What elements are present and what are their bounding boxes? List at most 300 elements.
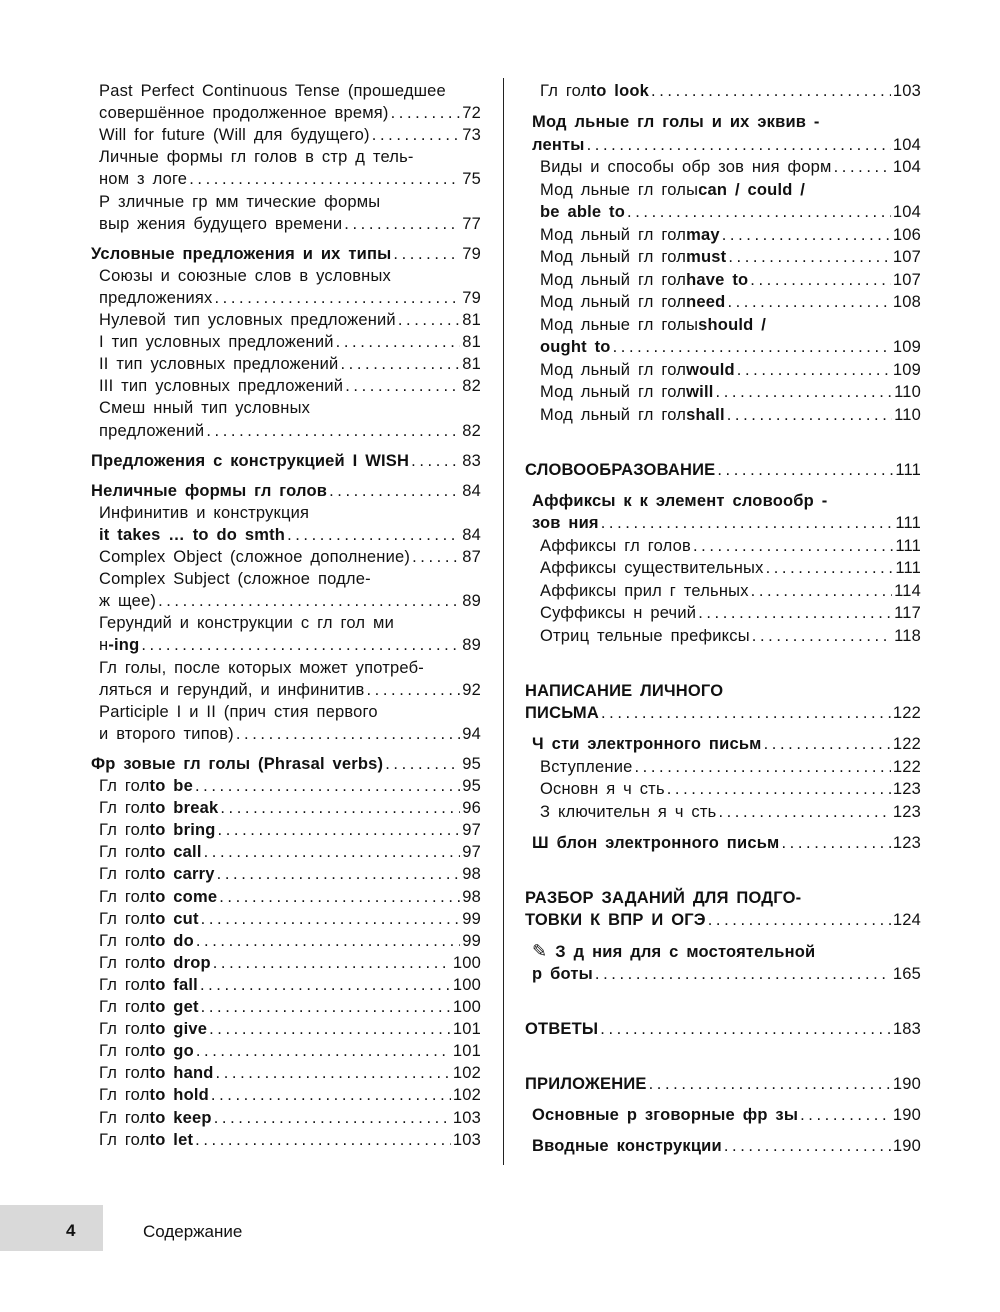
dot-leader <box>393 243 460 265</box>
entry-title: Мод льный гл гол <box>540 248 687 266</box>
entry-title: З ключительн я ч сть <box>540 802 717 821</box>
entry-page-number: 98 <box>462 865 481 884</box>
entry-title: Мод льный гл гол <box>540 405 687 424</box>
toc-entry[interactable] <box>525 801 921 823</box>
toc-entry[interactable] <box>525 179 921 201</box>
entry-page-number: 81 <box>462 333 481 352</box>
toc-entry[interactable] <box>91 886 481 908</box>
toc-heading[interactable] <box>525 1073 921 1095</box>
toc-entry[interactable] <box>91 375 481 397</box>
entry-page-number: 99 <box>462 931 481 950</box>
dot-leader <box>340 353 460 375</box>
dot-leader <box>209 1018 451 1040</box>
entry-title: Ч сти электронного письм <box>532 735 762 753</box>
entry-title: Основн я ч сть <box>540 780 665 798</box>
entry-title: НАПИСАНИЕ ЛИЧНОГО <box>525 681 724 700</box>
entry-title: ПРИЛОЖЕНИЕ <box>525 1074 647 1093</box>
entry-title: Гл гол <box>99 865 150 884</box>
entry-title: РАЗБОР ЗАДАНИЙ ДЛЯ ПОДГО- <box>525 888 802 907</box>
toc-entry[interactable] <box>91 1062 481 1084</box>
dot-leader <box>215 287 461 309</box>
dot-leader <box>412 546 460 568</box>
entry-title: н <box>99 636 109 655</box>
toc-entry[interactable] <box>91 952 481 974</box>
entry-title: Гл гол <box>99 998 150 1016</box>
entry-title-bold: ought to <box>540 338 611 356</box>
dot-leader <box>372 124 460 146</box>
entry-page-number: 79 <box>462 244 481 263</box>
entry-page-number: 92 <box>462 680 481 699</box>
entry-page-number: 100 <box>452 975 481 994</box>
toc-heading[interactable] <box>525 1018 921 1040</box>
dot-leader <box>764 733 891 755</box>
entry-title: СЛОВООБРАЗОВАНИЕ <box>525 460 716 479</box>
entry-page-number: 97 <box>462 821 481 840</box>
entry-title-bold: to keep <box>149 1108 212 1127</box>
toc-entry[interactable] <box>525 246 921 268</box>
entry-title: ТОВКИ К ВПР И ОГЭ <box>525 911 706 929</box>
toc-entry[interactable] <box>91 524 481 546</box>
entry-page-number: 109 <box>892 360 921 379</box>
dot-leader <box>635 756 891 778</box>
entry-page-number: 95 <box>462 777 481 795</box>
toc-entry[interactable] <box>91 146 481 168</box>
entry-page-number: 98 <box>462 887 481 906</box>
entry-title: Гл гол <box>99 1020 150 1039</box>
dot-leader <box>216 1062 451 1084</box>
page-number-tab <box>0 1205 103 1251</box>
entry-page-number: 83 <box>462 451 481 470</box>
entry-page-number: 117 <box>894 604 921 622</box>
entry-page-number: 72 <box>462 104 481 123</box>
toc-heading[interactable] <box>525 963 921 985</box>
entry-title: Гл гол <box>99 975 150 994</box>
entry-page-number: 114 <box>894 581 921 600</box>
toc-entry[interactable] <box>525 224 921 246</box>
entry-title-bold: to give <box>149 1020 208 1039</box>
entry-page-number: 122 <box>892 757 921 776</box>
entry-title: Complex Object (сложное дополнение) <box>99 548 411 566</box>
toc-entry[interactable] <box>525 602 921 624</box>
entry-page-number: 95 <box>462 754 481 773</box>
entry-title: Гл гол <box>99 1108 150 1127</box>
entry-title: Мод льные гл голы <box>540 180 699 199</box>
entry-title: II тип условных предложений <box>99 355 339 374</box>
toc-heading[interactable] <box>525 887 921 909</box>
dot-leader <box>601 512 894 534</box>
entry-page-number: 122 <box>892 704 921 722</box>
entry-page-number: 190 <box>892 1105 921 1124</box>
toc-entry[interactable] <box>91 1107 481 1129</box>
entry-page-number: 103 <box>452 1130 481 1149</box>
entry-page-number: 97 <box>462 843 481 862</box>
entry-title: Гл гол <box>99 799 150 818</box>
entry-title: Герундий и конструкции с гл гол ми <box>99 614 394 633</box>
toc-entry[interactable] <box>525 557 921 579</box>
toc-entry[interactable] <box>525 336 921 358</box>
entry-page-number: 79 <box>462 288 481 307</box>
entry-title: Вводные конструкции <box>532 1136 722 1155</box>
dot-leader <box>218 819 461 841</box>
entry-title: Суффиксы н речий <box>540 604 697 622</box>
toc-entry[interactable] <box>525 359 921 381</box>
entry-title: Гл гол <box>99 843 150 862</box>
entry-title-bold: be able to <box>540 203 626 221</box>
entry-page-number: 190 <box>892 1074 921 1093</box>
dot-leader <box>189 168 460 190</box>
dot-leader <box>220 797 460 819</box>
page-number: 4 <box>66 1221 76 1240</box>
toc-entry[interactable] <box>91 102 481 124</box>
entry-page-number: 89 <box>462 592 481 611</box>
dot-leader <box>781 832 890 854</box>
toc-entry[interactable] <box>525 156 921 178</box>
entry-page-number: 183 <box>892 1019 921 1038</box>
entry-page-number: 165 <box>892 964 921 983</box>
entry-title: Гл гол <box>99 1042 150 1061</box>
dot-leader <box>391 102 461 124</box>
toc-entry[interactable] <box>91 634 481 656</box>
entry-title: Гл гол <box>99 1064 150 1083</box>
toc-entry[interactable] <box>525 291 921 313</box>
entry-title: Мод льный гл гол <box>540 270 687 289</box>
toc-heading[interactable] <box>525 680 921 702</box>
entry-page-number: 103 <box>892 82 921 100</box>
dot-leader <box>766 557 894 579</box>
dot-leader <box>219 886 460 908</box>
entry-title: Условные предложения и их типы <box>91 244 392 263</box>
toc-entry[interactable] <box>91 775 481 797</box>
toc-entry[interactable] <box>91 397 481 419</box>
toc-heading[interactable] <box>525 1135 921 1157</box>
entry-title: Нулевой тип условных предложений <box>99 311 396 329</box>
entry-title-bold: to do <box>149 931 194 950</box>
entry-page-number: 124 <box>892 911 921 929</box>
toc-heading[interactable] <box>525 512 921 534</box>
toc-heading[interactable] <box>525 111 921 133</box>
entry-title-bold: would <box>686 360 735 379</box>
toc-entry[interactable] <box>91 80 481 102</box>
dot-leader <box>196 930 460 952</box>
dot-leader <box>287 524 460 546</box>
toc-entry[interactable] <box>525 778 921 800</box>
toc-entry[interactable] <box>91 502 481 524</box>
toc-entry[interactable] <box>91 353 481 375</box>
entry-page-number: 103 <box>452 1108 481 1127</box>
toc-entry[interactable] <box>91 309 481 331</box>
entry-page-number: 118 <box>894 626 921 645</box>
dot-leader <box>200 974 451 996</box>
dot-leader <box>627 201 891 223</box>
dot-leader <box>727 404 892 426</box>
entry-title-bold: need <box>686 293 726 311</box>
entry-page-number: 100 <box>452 998 481 1016</box>
dot-leader <box>724 1135 891 1157</box>
toc-entry[interactable] <box>91 420 481 442</box>
entry-title: совершённое продолженное время) <box>99 104 389 123</box>
toc-entry[interactable] <box>91 679 481 701</box>
dot-leader <box>698 602 892 624</box>
toc-entry[interactable] <box>91 819 481 841</box>
toc-entry[interactable] <box>91 930 481 952</box>
entry-title: Неличные формы гл голов <box>91 481 328 500</box>
entry-page-number: 84 <box>462 525 481 544</box>
entry-title-bold: will <box>686 383 714 401</box>
dot-leader <box>728 246 891 268</box>
toc-entry[interactable] <box>91 841 481 863</box>
entry-page-number: 102 <box>452 1086 481 1105</box>
entry-title: Гл гол <box>99 887 150 906</box>
entry-title: Гл гол <box>99 909 150 928</box>
dot-leader <box>751 580 892 602</box>
entry-page-number: 102 <box>452 1064 481 1083</box>
entry-title: Аффиксы прил г тельных <box>540 581 749 600</box>
entry-title: Гл голы, после которых может употреб- <box>99 658 424 677</box>
entry-title-bold: to be <box>149 777 193 795</box>
toc-entry[interactable] <box>91 1018 481 1040</box>
dot-leader <box>737 359 891 381</box>
entry-page-number: 77 <box>462 214 481 233</box>
toc-heading[interactable] <box>525 909 921 931</box>
entry-page-number: 75 <box>462 170 481 189</box>
dot-leader <box>201 908 461 930</box>
dot-leader <box>204 841 461 863</box>
entry-page-number: 190 <box>892 1136 921 1155</box>
dot-leader <box>587 134 891 156</box>
toc-entry[interactable] <box>525 535 921 557</box>
toc-entry[interactable] <box>91 265 481 287</box>
entry-page-number: 87 <box>462 548 481 566</box>
dot-leader <box>336 331 461 353</box>
toc-entry[interactable] <box>525 580 921 602</box>
entry-page-number: 106 <box>892 225 921 244</box>
toc-entry[interactable] <box>525 80 921 102</box>
toc-entry[interactable] <box>91 168 481 190</box>
entry-title: Мод льный гл гол <box>540 293 687 311</box>
entry-title: и второго типов) <box>99 724 234 743</box>
toc-entry[interactable] <box>91 568 481 590</box>
entry-page-number: 104 <box>892 158 921 176</box>
entry-title: р боты <box>532 964 593 983</box>
entry-page-number: 110 <box>894 383 921 401</box>
entry-title-bold: may <box>686 225 720 244</box>
entry-title-bold: to call <box>149 843 202 862</box>
dot-leader <box>398 309 460 331</box>
entry-page-number: 96 <box>462 799 481 818</box>
entry-title-bold: have to <box>686 270 749 289</box>
entry-title: зов ния <box>532 514 599 532</box>
entry-title: Гл гол <box>99 953 150 972</box>
dot-leader <box>693 535 893 557</box>
toc-heading[interactable] <box>525 940 921 962</box>
entry-page-number: 108 <box>892 293 921 311</box>
entry-page-number: 81 <box>462 311 481 329</box>
dot-leader <box>195 775 460 797</box>
dot-leader <box>716 381 893 403</box>
entry-title: ленты <box>532 135 585 154</box>
dot-leader <box>344 213 460 235</box>
dot-leader <box>196 1040 451 1062</box>
toc-entry[interactable] <box>525 404 921 426</box>
entry-page-number: 109 <box>892 338 921 356</box>
toc-heading[interactable] <box>525 1104 921 1126</box>
toc-entry[interactable] <box>91 331 481 353</box>
dot-leader <box>411 450 460 472</box>
toc-entry[interactable] <box>91 657 481 679</box>
dot-leader <box>214 1107 451 1129</box>
entry-title-bold: should / <box>698 315 766 334</box>
toc-entry[interactable] <box>91 1084 481 1106</box>
toc-entry[interactable] <box>91 701 481 723</box>
entry-title-bold: to fall <box>149 975 198 994</box>
dot-leader <box>206 420 460 442</box>
toc-entry[interactable] <box>91 612 481 634</box>
toc-entry[interactable] <box>91 191 481 213</box>
toc-entry[interactable] <box>91 974 481 996</box>
entry-title: Аффиксы гл голов <box>540 536 691 555</box>
entry-title: Гл гол <box>540 82 591 100</box>
toc-heading[interactable] <box>525 134 921 156</box>
toc-entry[interactable] <box>91 213 481 235</box>
dot-leader <box>211 1084 451 1106</box>
entry-title: Личные формы гл голов в стр д тель- <box>99 148 414 167</box>
dot-leader <box>195 1129 451 1151</box>
entry-title: ляться и герундий, и инфинитив <box>99 680 365 699</box>
dot-leader <box>651 80 891 102</box>
entry-page-number: 84 <box>462 481 481 500</box>
entry-title: Past Perfect Continuous Tense (прошедшее <box>99 82 446 100</box>
entry-title: Мод льные гл голы и их эквив - <box>532 113 820 131</box>
column-divider <box>503 78 504 1165</box>
entry-title: Will for future (Will для будущего) <box>99 126 370 145</box>
entry-title-bold: it takes … to do smth <box>99 525 286 544</box>
entry-title: Предложения с конструкцией I WISH <box>91 451 410 470</box>
dot-leader <box>141 634 460 656</box>
dot-leader <box>601 702 891 724</box>
entry-title-bold: to bring <box>149 821 216 840</box>
entry-page-number: 104 <box>892 135 921 154</box>
entry-page-number: 101 <box>452 1042 481 1061</box>
entry-page-number: 81 <box>462 355 481 374</box>
toc-entry[interactable] <box>91 1040 481 1062</box>
dot-leader <box>236 723 460 745</box>
entry-title: Complex Subject (сложное подле- <box>99 570 371 589</box>
entry-title-bold: can / could / <box>698 180 806 199</box>
toc-heading[interactable] <box>525 702 921 724</box>
entry-title-bold: to come <box>149 887 218 906</box>
entry-title: Мод льный гл гол <box>540 360 687 379</box>
dot-leader <box>718 801 890 823</box>
entry-title: Основные р зговорные фр зы <box>532 1105 799 1124</box>
dot-leader <box>708 909 891 931</box>
entry-title: Виды и способы обр зов ния форм <box>540 158 832 176</box>
toc-heading[interactable] <box>91 243 481 265</box>
entry-title: Гл гол <box>99 1130 150 1149</box>
entry-page-number: 107 <box>892 270 921 289</box>
entry-title-bold: to break <box>149 799 219 818</box>
entry-title-bold: to drop <box>149 953 211 972</box>
toc-entry[interactable] <box>91 863 481 885</box>
entry-title-bold: to look <box>590 82 650 100</box>
entry-title-bold: to hold <box>149 1086 209 1105</box>
toc-entry[interactable] <box>91 287 481 309</box>
entry-title-bold: to go <box>149 1042 194 1061</box>
toc-entry[interactable] <box>91 908 481 930</box>
entry-page-number: 111 <box>895 460 921 479</box>
entry-title: Ш блон электронного письм <box>532 833 780 852</box>
toc-heading[interactable] <box>525 459 921 481</box>
entry-title-bold: to cut <box>149 909 199 928</box>
entry-title: предложениях <box>99 288 213 307</box>
dot-leader <box>213 952 451 974</box>
entry-title: Союзы и союзные слов в условных <box>99 266 391 285</box>
dot-leader <box>600 1018 891 1040</box>
entry-title: Аффиксы существительных <box>540 559 764 577</box>
entry-title-bold: to hand <box>149 1064 214 1083</box>
entry-page-number: 111 <box>895 514 921 532</box>
entry-page-number: 122 <box>892 735 921 753</box>
toc-entry[interactable] <box>525 269 921 291</box>
dot-leader <box>834 156 891 178</box>
toc-entry[interactable] <box>91 723 481 745</box>
entry-title: предложений <box>99 421 205 440</box>
toc-entry[interactable] <box>91 546 481 568</box>
toc-entry[interactable] <box>525 756 921 778</box>
toc-entry[interactable] <box>91 1129 481 1151</box>
entry-page-number: 110 <box>894 405 921 424</box>
dot-leader <box>727 291 890 313</box>
entry-page-number: 123 <box>892 780 921 798</box>
toc-heading[interactable] <box>91 753 481 775</box>
dot-leader <box>717 459 893 481</box>
toc-entry[interactable] <box>525 314 921 336</box>
entry-title: ж щее) <box>99 592 157 611</box>
entry-title: ОТВЕТЫ <box>525 1019 599 1038</box>
entry-title-bold: -ing <box>108 636 140 655</box>
entry-title: Participle I и II (прич стия первого <box>99 702 378 721</box>
entry-title-bold: to get <box>149 998 199 1016</box>
toc-entry[interactable] <box>525 381 921 403</box>
toc-entry[interactable] <box>91 797 481 819</box>
toc-entry[interactable] <box>91 590 481 612</box>
entry-title: Вступление <box>540 757 633 776</box>
entry-page-number: 123 <box>892 833 921 852</box>
entry-title: ном з логе <box>99 170 188 189</box>
toc-entry[interactable] <box>91 996 481 1018</box>
toc-heading[interactable] <box>91 450 481 472</box>
toc-heading[interactable] <box>525 733 921 755</box>
entry-title: I тип условных предложений <box>99 333 334 352</box>
entry-title: Р зличные гр мм тические формы <box>99 192 381 211</box>
entry-page-number: 107 <box>892 248 921 266</box>
entry-page-number: 104 <box>892 203 921 221</box>
entry-title: Мод льный гл гол <box>540 383 687 401</box>
entry-title: Мод льные гл голы <box>540 315 699 334</box>
entry-title: Смеш нный тип условных <box>99 399 311 418</box>
toc-heading[interactable] <box>525 490 921 512</box>
entry-page-number: 89 <box>462 636 481 655</box>
toc-entry[interactable] <box>91 124 481 146</box>
toc-heading[interactable] <box>91 480 481 502</box>
entry-title-bold: to let <box>149 1130 194 1149</box>
toc-entry[interactable] <box>525 625 921 647</box>
entry-title: З д ния для с мостоятельной <box>555 943 816 961</box>
dot-leader <box>201 996 451 1018</box>
entry-page-number: 123 <box>892 802 921 821</box>
toc-entry[interactable] <box>525 201 921 223</box>
toc-heading[interactable] <box>525 832 921 854</box>
dot-leader <box>385 753 460 775</box>
